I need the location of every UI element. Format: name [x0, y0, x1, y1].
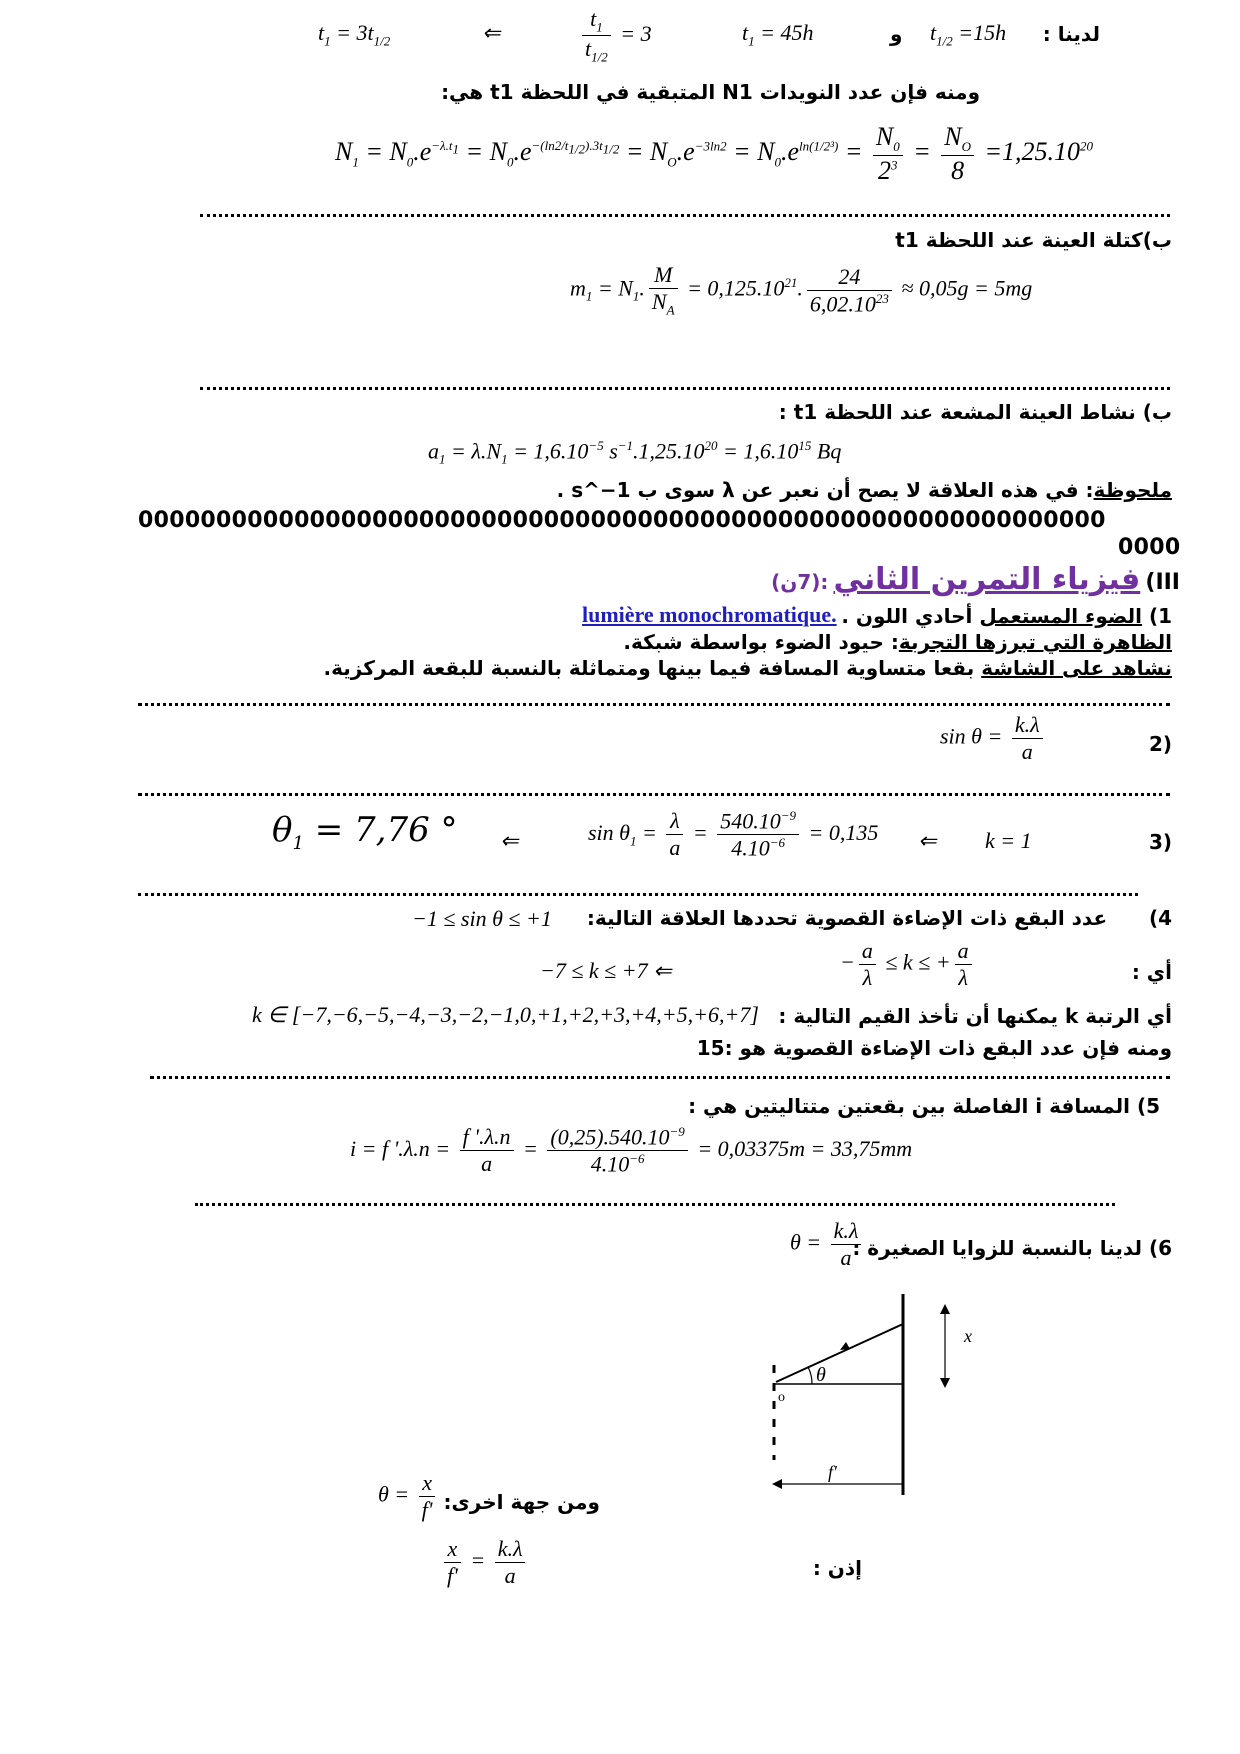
given-label: لدينا :: [1042, 22, 1100, 46]
t-half-value: $t_{1/2} =15h$: [930, 20, 1007, 49]
and-word: و: [890, 22, 903, 46]
q5-statement: 5) المسافة i الفاصلة بين بقعتين متتاليتين هي :: [688, 1094, 1160, 1118]
activity-formula: $a_1 = \lambda.N_1 = 1,6.10^{-5}$ $s^{-1}.1,25.10^{20} = 1,6.10^{15}$ Bq: [428, 438, 842, 467]
q1-french-term: lumière monochromatique.: [582, 602, 837, 627]
ray-arrowhead: [840, 1342, 850, 1350]
remaining-nuclei-text: ومنه فإن عدد النويدات N1 المتبقية في اللحظة t1 هي:: [441, 80, 980, 104]
q4-ay: أي :: [1131, 960, 1172, 984]
x-arrow-top: [940, 1304, 950, 1314]
exercise-title: فيزياء التمرين الثاني: [833, 562, 1141, 597]
q4-conclusion: ومنه فإن عدد البقع ذات الإضاءة القصوية هو :15: [696, 1036, 1172, 1060]
ratio-fraction: $\frac{t_1}{t_{1/2}}$ = 3: [578, 6, 652, 66]
section-b-mass: ب)كتلة العينة عند اللحظة t1: [895, 228, 1172, 252]
divider-4: [138, 793, 1170, 796]
divider-6: [150, 1076, 1170, 1079]
f-label: f': [828, 1462, 837, 1482]
divider-1: [200, 214, 1170, 217]
q6-statement: 6) لدينا بالنسبة للزوايا الصغيرة :: [852, 1236, 1172, 1260]
divider-5: [138, 893, 1138, 896]
q3-sin-formula: $\sin \theta_1$ = $\frac{\lambda}{a}$ = $\frac{540.10^{-9}}{4.10^{-6}}$ = 0,135: [588, 808, 879, 861]
q3-number: (3: [1148, 830, 1172, 854]
implies-arrow-2: ⇐: [918, 828, 937, 853]
N1-formula: $N_1 = N_0.e^{-\lambda.t_1} = N_0.e^{-(ln2/t_{1/2}).3t_{1/2}} = N_O.e^{-3ln2} = N_0.e^{ln(1/2^3)}$ = $\frac{N_0}{2^3}$ = $\frac{N_O}{8}$ $=1,25.10^{20}$: [335, 122, 1094, 186]
q1-observation: نشاهد على الشاشة بقعا متساوية المسافة فيما بينها ومتماثلة بالنسبة للبقعة المركزية.: [323, 656, 1172, 680]
q4-inequality-1: −1 ≤ sin θ ≤ +1: [412, 906, 552, 931]
implies-arrow-3: ⇐: [500, 828, 519, 853]
implies-arrow-1: ⇐: [482, 20, 501, 45]
t1-value: $t_1 = 45h$: [742, 20, 814, 49]
q6-formula-2: θ = $\frac{x}{f'}$: [378, 1470, 439, 1523]
f-arrow-left: [772, 1479, 782, 1489]
diffraction-diagram: [760, 1290, 990, 1505]
q5-formula: i = f '.λ.n = $\frac{f '.\lambda.n}{a}$ = $\frac{(0,25).540.10^{-9}}{4.10^{-6}}$ = 0,03375m = 33,75mm: [350, 1124, 913, 1177]
diffracted-ray: [776, 1324, 903, 1382]
q4-rank-text: أي الرتبة k يمكنها أن تأخذ القيم التالية :: [778, 1004, 1172, 1028]
zeros-line-2: 0000: [1118, 535, 1181, 560]
divider-7: [195, 1203, 1115, 1206]
q4-inequality-3: −7 ≤ k ≤ +7 ⇐: [540, 958, 672, 983]
x-arrow-bottom: [940, 1378, 950, 1388]
q6-formula: θ = $\frac{k.\lambda}{a}$: [790, 1218, 865, 1271]
exercise-heading: III) فيزياء التمرين الثاني :(7ن): [771, 562, 1180, 597]
q3-theta-result: $\theta_1 = 7,76$ °: [272, 810, 458, 854]
q4-inequality-2: − $\frac{a}{\lambda}$ ≤ k ≤ + $\frac{a}{\lambda}$: [840, 938, 976, 991]
q4-set: k ∈ [−7,−6,−5,−4,−3,−2,−1,0,+1,+2,+3,+4,+5,+6,+7]: [252, 1002, 759, 1027]
q3-k: k = 1: [985, 828, 1032, 853]
divider-3: [138, 703, 1170, 706]
q6-then: إذن :: [812, 1556, 862, 1580]
note: ملحوظة: في هذه العلاقة لا يصح أن نعبر عن λ سوى ب s^−1 .: [556, 478, 1172, 502]
x-label: x: [964, 1326, 972, 1346]
q2-number: (2: [1148, 732, 1172, 756]
q2-formula: sin θ = $\frac{k.\lambda}{a}$: [940, 712, 1047, 765]
section-b-activity: ب) نشاط العينة المشعة عند اللحظة t1 :: [778, 400, 1172, 424]
q6-other-side: ومن جهة اخرى:: [443, 1490, 600, 1514]
angle-theta: θ: [816, 1364, 826, 1386]
divider-2: [200, 387, 1170, 390]
q4-statement: 4) عدد البقع ذات الإضاءة القصوية تحددها العلاقة التالية:: [586, 906, 1172, 930]
q6-formula-3: $\frac{x}{f'}$ = $\frac{k.\lambda}{a}$: [440, 1536, 529, 1589]
zeros-line-1: 00000000000000000000000000000000000000000000000000000000000000: [138, 508, 1106, 533]
q1-phenomenon: الظاهرة التي تبرزها التجربة: حيود الضوء بواسطة شبكة.: [623, 630, 1172, 654]
mass-formula: $m_1 = N_1$. $\frac{M}{N_A}$ = $0,125.10^{21}$. $\frac{24}{6,02.10^{23}}$ ≈ 0,05g = 5mg: [570, 262, 1033, 318]
origin-o: o: [778, 1390, 785, 1405]
q1-light: 1) الضوء المستعمل أحادي اللون .: [841, 604, 1172, 628]
t1-result: $t_1 = 3t_{1/2}$: [318, 20, 391, 49]
angle-arc: [808, 1367, 812, 1384]
